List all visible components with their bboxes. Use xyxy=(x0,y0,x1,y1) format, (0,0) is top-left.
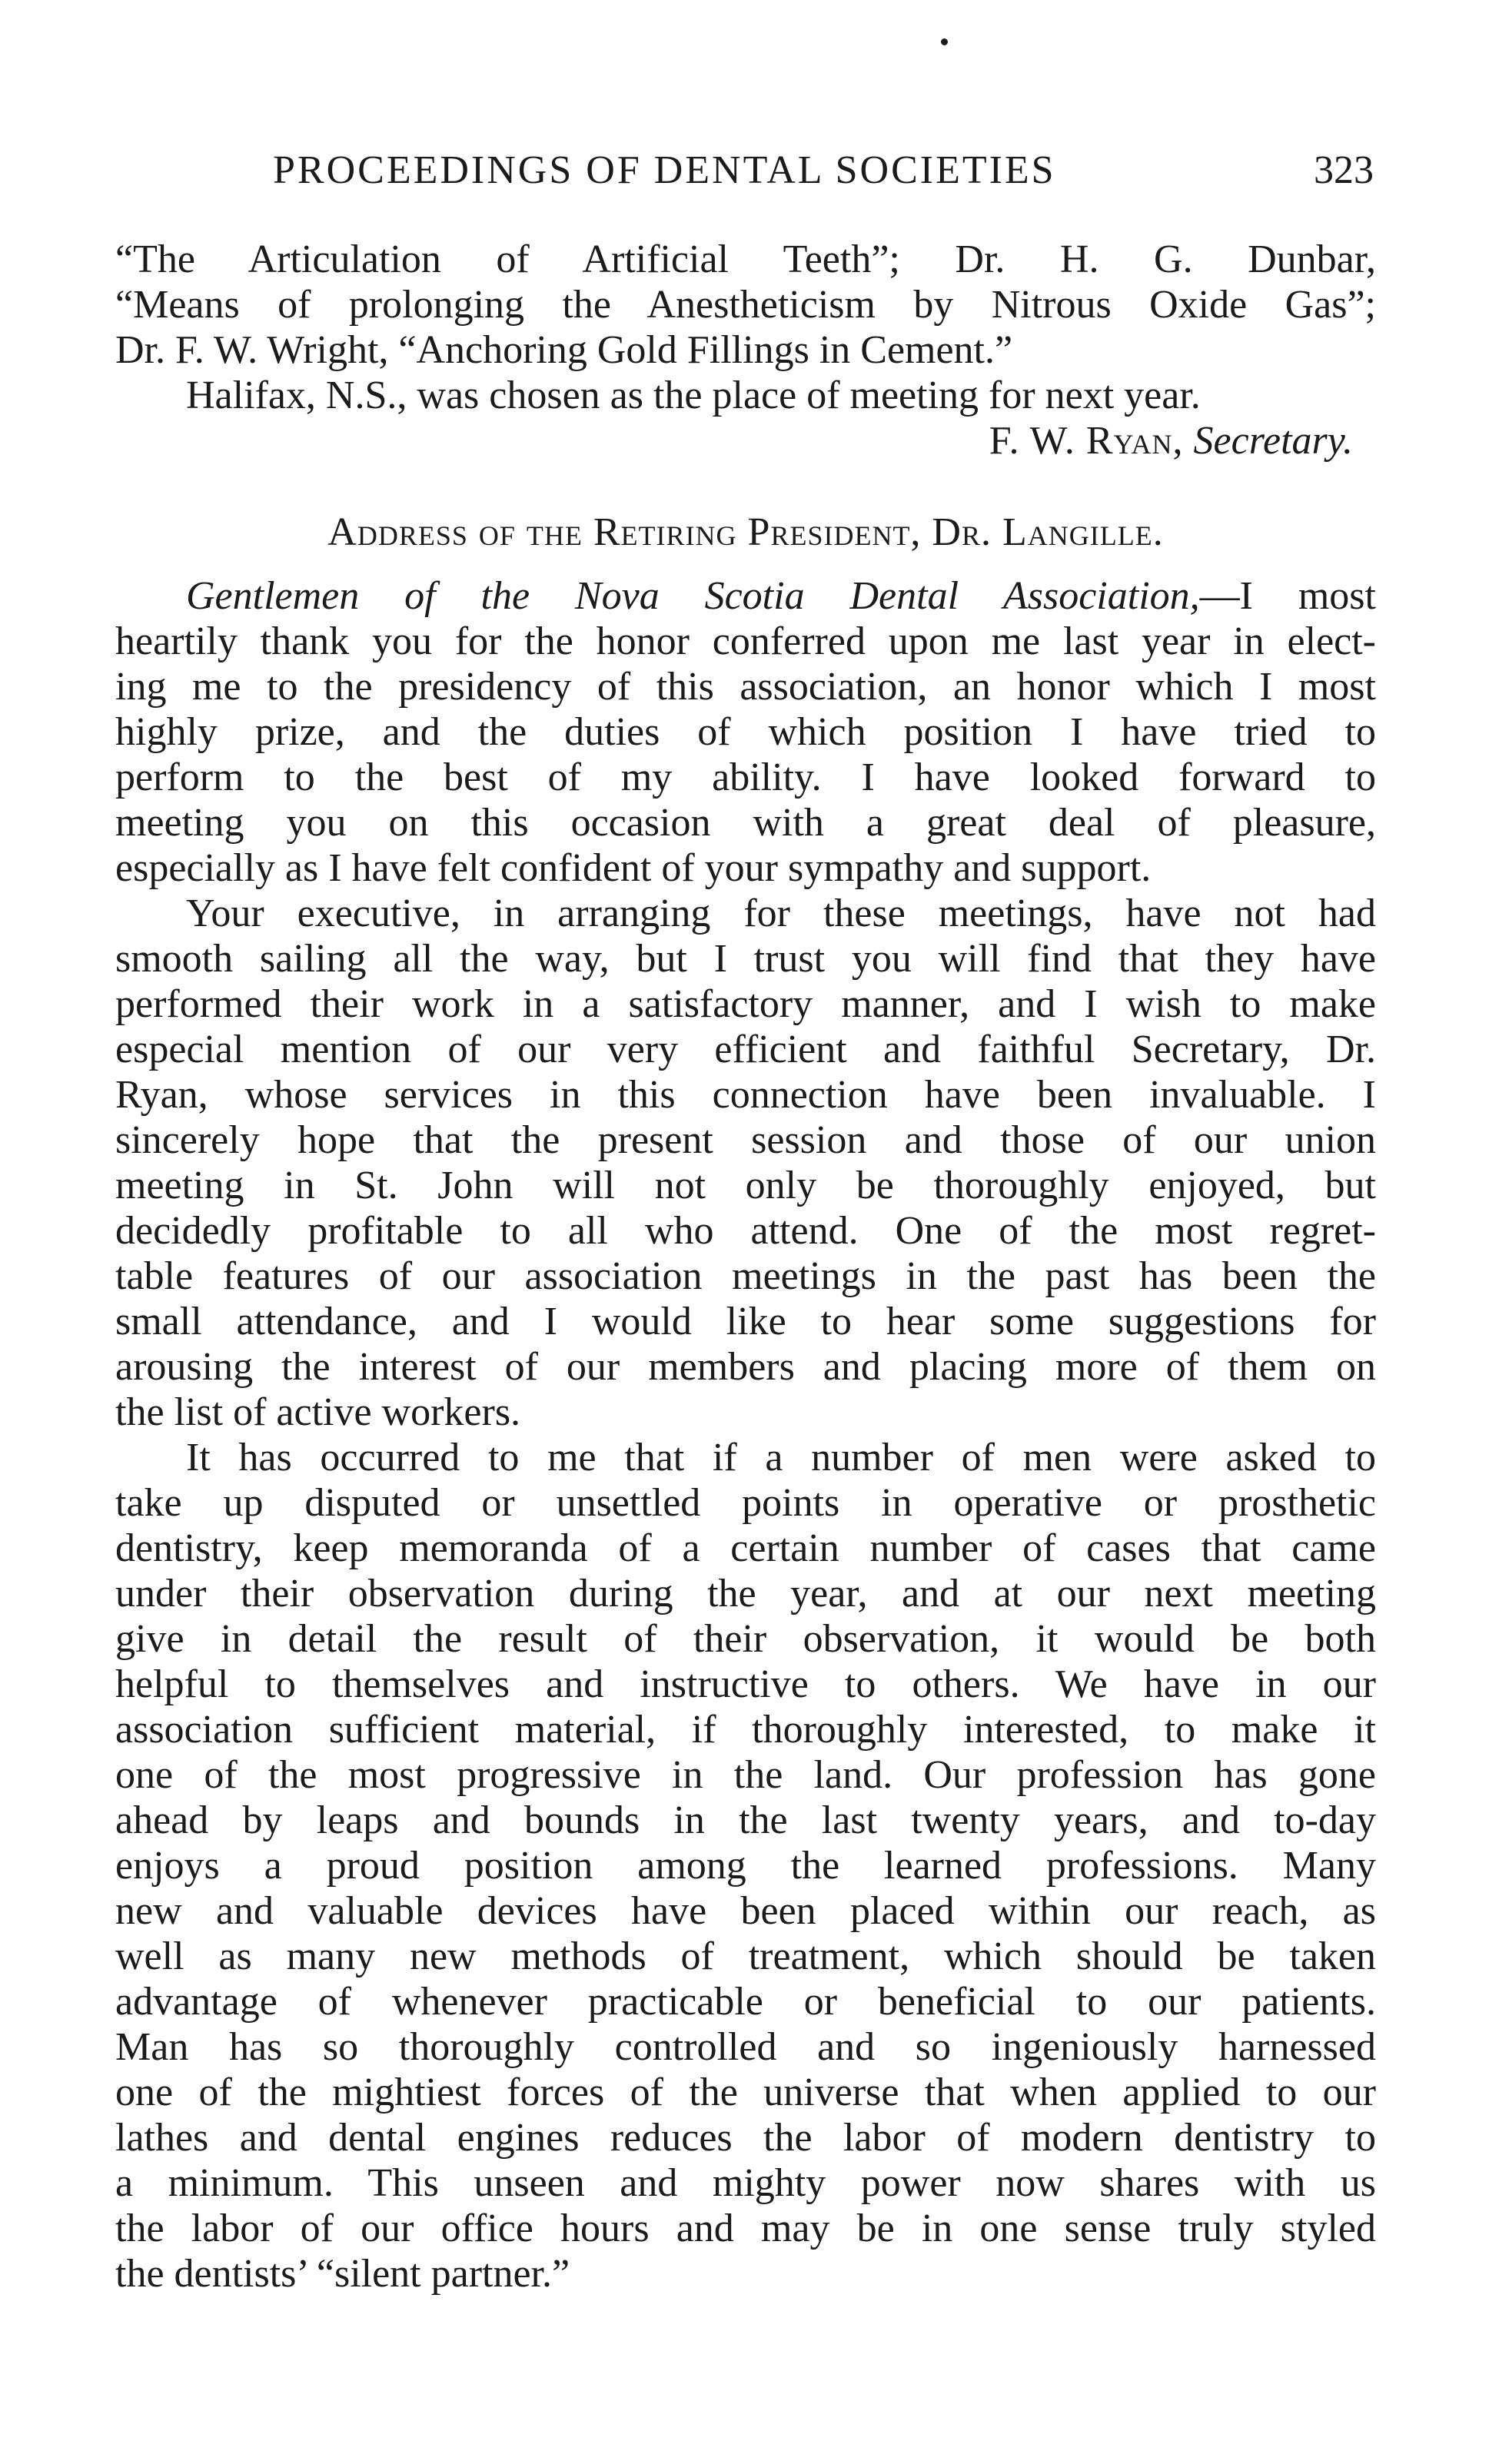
paragraph-line: sincerely hope that the present session and those of our union xyxy=(115,1118,1376,1162)
paragraph-line: meeting in St. John will not only be thoroughly enjoyed, but xyxy=(115,1164,1376,1207)
paragraph-line: one of the most progressive in the land. Our profession has gone xyxy=(115,1753,1376,1797)
paragraph-line: It has occurred to me that if a number of men were asked to xyxy=(186,1436,1376,1479)
address-heading: Address of the Retiring President, Dr. Langille. xyxy=(327,510,1164,554)
paragraph-line: the list of active workers. xyxy=(115,1390,521,1434)
paragraph-line: new and valuable devices have been placed within our reach, as xyxy=(115,1889,1376,1933)
paragraph-line: lathes and dental engines reduces the labor of modern dentistry to xyxy=(115,2116,1376,2160)
paragraph-line: advantage of whenever practicable or beneficial to our patients. xyxy=(115,1980,1376,2024)
paragraph-line: Man has so thoroughly controlled and so ingeniously harnessed xyxy=(115,2025,1376,2069)
paragraph-line: helpful to themselves and instructive to others. We have in our xyxy=(115,1662,1376,1706)
page-number: 323 xyxy=(1314,148,1374,192)
paragraph-line: under their observation during the year, and at our next meeting xyxy=(115,1572,1376,1616)
paragraph-line: ing me to the presidency of this association, an honor which I most xyxy=(115,665,1376,709)
paragraph-line: the dentists’ “silent partner.” xyxy=(115,2252,570,2296)
paragraph-line: smooth sailing all the way, but I trust you will find that they have xyxy=(115,937,1376,981)
intro-line: “The Articulation of Artificial Teeth”; Dr. H. G. Dunbar, xyxy=(115,237,1376,281)
paragraph-line: heartily thank you for the honor conferred upon me last year in elect- xyxy=(115,619,1376,663)
paragraph-line: Ryan, whose services in this connection have been invaluable. I xyxy=(115,1073,1376,1117)
paragraph-line: one of the mightiest forces of the universe that when applied to our xyxy=(115,2070,1376,2114)
paragraph-line: small attendance, and I would like to hear some suggestions for xyxy=(115,1300,1376,1343)
signature-title: Secretary. xyxy=(1193,419,1353,463)
paragraph-line: table features of our association meetings in the past has been the xyxy=(115,1254,1376,1298)
signature xyxy=(115,418,1376,463)
paragraph-line: performed their work in a satisfactory manner, and I wish to make xyxy=(115,982,1376,1026)
paragraph-line: enjoys a proud position among the learned professions. Many xyxy=(115,1844,1376,1888)
paragraph-line: association sufficient material, if thoroughly interested, to make it xyxy=(115,1708,1376,1752)
paragraph-line: Your executive, in arranging for these meetings, have not had xyxy=(186,892,1376,935)
page-body xyxy=(115,237,1376,2296)
paragraph-line: especial mention of our very efficient and faithful Secretary, Dr. xyxy=(115,1028,1376,1071)
paragraph-line: dentistry, keep memoranda of a certain number of cases that came xyxy=(115,1526,1376,1570)
running-head: PROCEEDINGS OF DENTAL SOCIETIES xyxy=(273,148,1056,192)
paragraph-text: —I most xyxy=(1199,574,1376,618)
paragraph-line: ahead by leaps and bounds in the last twenty years, and to-day xyxy=(115,1798,1376,1842)
paragraph-line: highly prize, and the duties of which position I have tried to xyxy=(115,710,1376,754)
paragraph-line: give in detail the result of their observation, it would be both xyxy=(115,1617,1376,1661)
paragraph-line: especially as I have felt confident of your sympathy and support. xyxy=(115,846,1152,890)
intro-line: “Means of prolonging the Anestheticism by Nitrous Oxide Gas”; xyxy=(115,283,1376,327)
paragraph-line: take up disputed or unsettled points in operative or prosthetic xyxy=(115,1481,1376,1525)
paragraph-line: perform to the best of my ability. I have looked forward to xyxy=(115,755,1376,799)
signature-name: F. W. Ryan, xyxy=(989,419,1184,463)
paragraph-line: the labor of our office hours and may be in one sense truly styled xyxy=(115,2207,1376,2250)
meeting-note: Halifax, N.S., was chosen as the place of meeting for next year. xyxy=(186,374,1201,417)
paragraph-line: decidedly profitable to all who attend. One of the most regret- xyxy=(115,1209,1376,1253)
print-speck xyxy=(941,38,948,45)
salutation-line xyxy=(115,573,1376,619)
intro-line: Dr. F. W. Wright, “Anchoring Gold Fillings in Cement.” xyxy=(115,328,1013,372)
paragraph-line: arousing the interest of our members and placing more of them on xyxy=(115,1345,1376,1389)
paragraph-line: meeting you on this occasion with a great deal of pleasure, xyxy=(115,801,1376,845)
paragraph-line: well as many new methods of treatment, which should be taken xyxy=(115,1934,1376,1978)
paragraph-line: a minimum. This unseen and mighty power now shares with us xyxy=(115,2161,1376,2205)
page-header xyxy=(273,148,1374,209)
salutation: Gentlemen of the Nova Scotia Dental Association, xyxy=(186,574,1200,618)
